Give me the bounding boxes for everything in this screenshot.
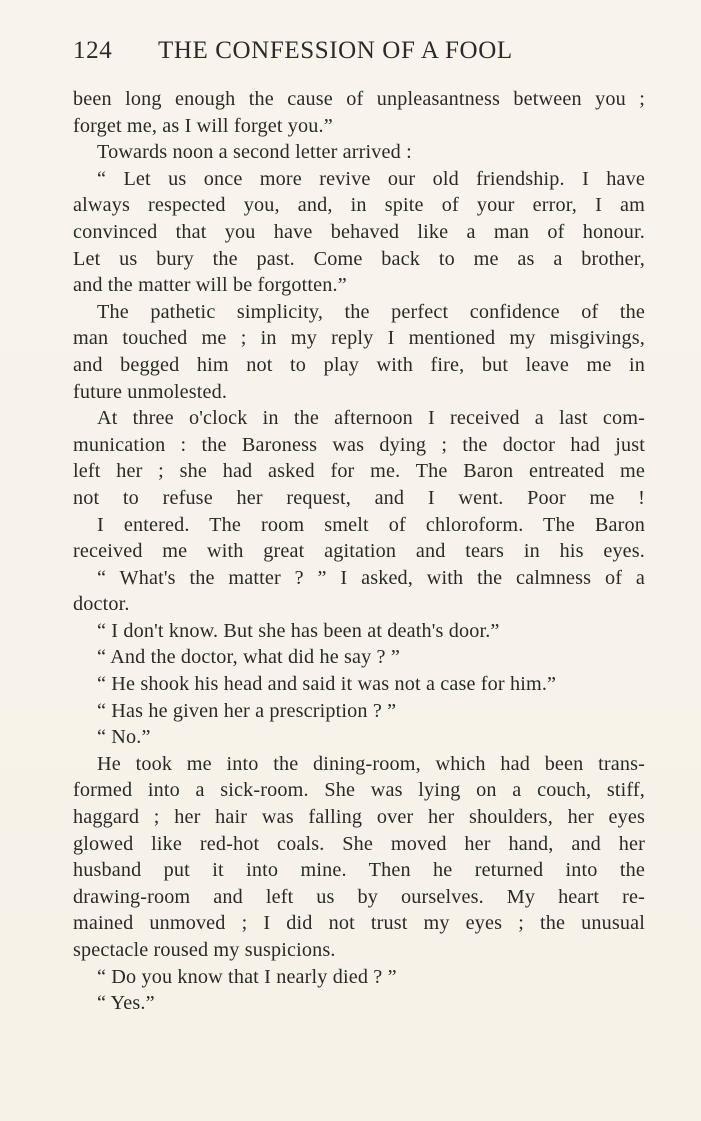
- text-line: Towards noon a second letter arrived :: [97, 141, 412, 164]
- text-line: spectacle roused my suspicions.: [73, 939, 336, 961]
- text-line: left her ; she had asked for me. The Baron entreated me: [73, 460, 645, 483]
- text-line: doctor.: [73, 593, 130, 616]
- text-line: At three o'clock in the afternoon I received a last com-: [97, 407, 645, 430]
- text-line: mained unmoved ; I did not trust my eyes ; the unusual: [73, 912, 645, 935]
- text-line: been long enough the cause of unpleasantness between you ;: [73, 88, 645, 110]
- text-line: always respected you, and, in spite of your error, I am: [73, 194, 645, 217]
- text-line: The pathetic simplicity, the perfect confidence of the: [97, 300, 645, 323]
- page-number: 124: [73, 37, 113, 64]
- text-line: I entered. The room smelt of chloroform. The Baron: [97, 513, 645, 536]
- text-line: He took me into the dining-room, which had been trans-: [97, 752, 645, 775]
- text-line: husband put it into mine. Then he returned into the: [73, 859, 645, 882]
- text-line: “ Let us once more revive our old friendship. I have: [97, 167, 645, 190]
- text-line: “ No.”: [97, 726, 151, 749]
- text-line: man touched me ; in my reply I mentioned my misgivings,: [73, 327, 645, 350]
- text-line: munication : the Baroness was dying ; the doctor had just: [73, 433, 645, 456]
- text-line: “ And the doctor, what did he say ? ”: [97, 646, 400, 669]
- running-header: [73, 37, 633, 71]
- text-line: “ He shook his head and said it was not a case for him.”: [97, 673, 557, 696]
- text-line: and the matter will be forgotten.”: [73, 274, 347, 297]
- text-line: formed into a sick-room. She was lying on a couch, stiff,: [73, 779, 645, 802]
- text-line: drawing-room and left us by ourselves. My heart re-: [73, 885, 645, 908]
- text-line: haggard ; her hair was falling over her shoulders, her eyes: [73, 806, 645, 829]
- running-title: THE CONFESSION OF A FOOL: [158, 37, 513, 64]
- text-line: Let us bury the past. Come back to me as a brother,: [73, 247, 645, 270]
- text-line: convinced that you have behaved like a man of honour.: [73, 220, 645, 243]
- text-line: and begged him not to play with fire, but leave me in: [73, 353, 645, 376]
- text-line: glowed like red-hot coals. She moved her hand, and her: [73, 832, 645, 855]
- text-line: future unmolested.: [73, 380, 228, 403]
- text-line: received me with great agitation and tears in his eyes.: [73, 540, 645, 563]
- text-line: forget me, as I will forget you.”: [73, 114, 333, 137]
- text-line: “ Has he given her a prescription ? ”: [97, 699, 397, 722]
- text-line: “ Do you know that I nearly died ? ”: [97, 965, 397, 988]
- text-line: “ Yes.”: [97, 992, 155, 1015]
- text-line: “ I don't know. But she has been at death's door.”: [97, 619, 500, 642]
- page-text: [73, 86, 645, 1017]
- text-line: “ What's the matter ? ” I asked, with the calmness of a: [97, 566, 645, 589]
- text-line: not to refuse her request, and I went. Poor me !: [73, 486, 645, 509]
